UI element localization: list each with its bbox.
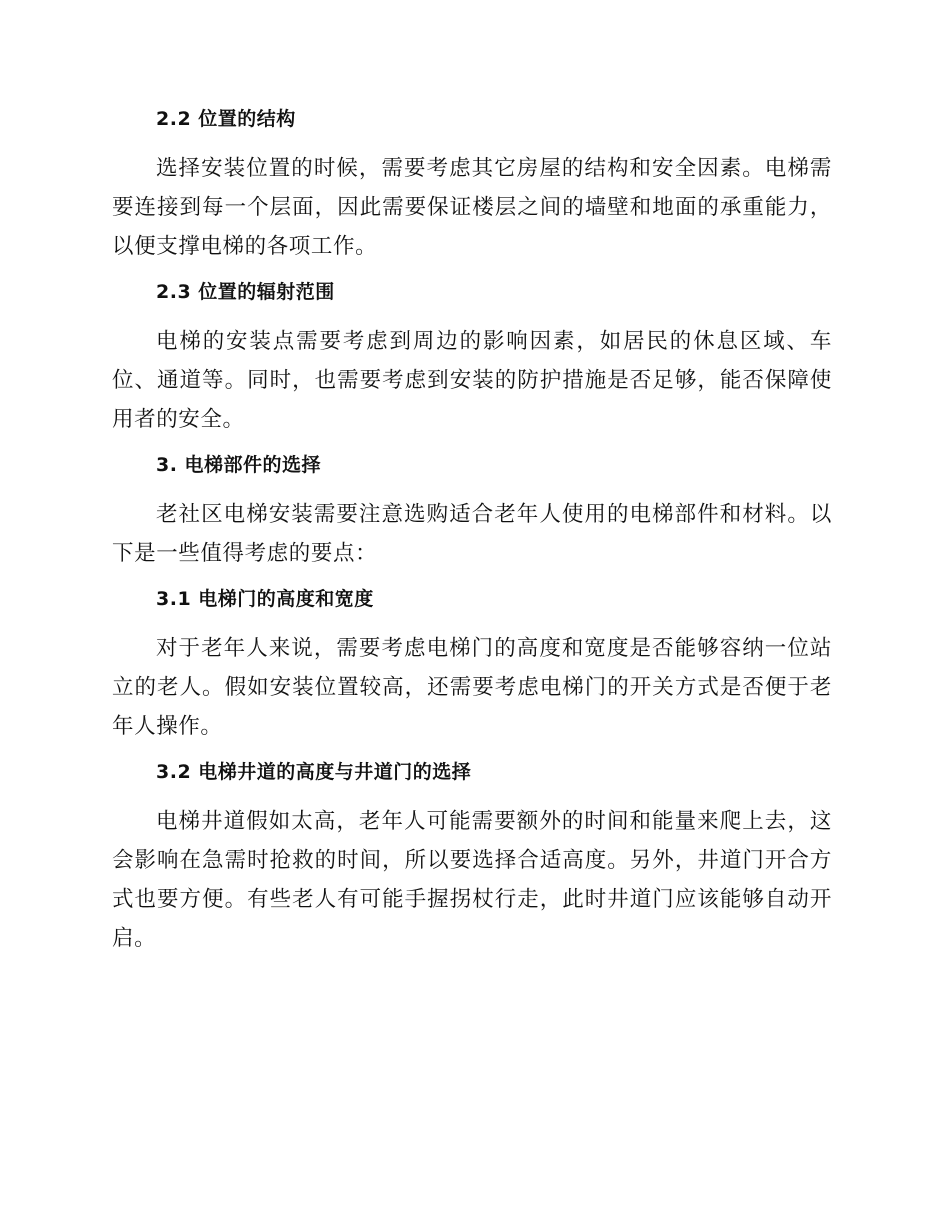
- document-page: [112, 105, 832, 958]
- section-2-3: [112, 278, 832, 439]
- section-paragraph: 对于老年人来说，需要考虑电梯门的高度和宽度是否能够容纳一位站立的老人。假如安装位置较高，还需要考虑电梯门的开关方式是否便于老年人操作。: [112, 636, 832, 739]
- section-heading: 3.2 电梯井道的高度与井道门的选择: [156, 761, 472, 783]
- section-heading: 2.3 位置的辐射范围: [156, 281, 335, 303]
- section-3-1: [112, 585, 832, 746]
- section-heading: 3.1 电梯门的高度和宽度: [156, 588, 374, 610]
- section-paragraph: 电梯的安装点需要考虑到周边的影响因素，如居民的休息区域、车位、通道等。同时，也需要考虑到安装的防护措施是否足够，能否保障使用者的安全。: [112, 329, 832, 432]
- section-paragraph: 选择安装位置的时候，需要考虑其它房屋的结构和安全因素。电梯需要连接到每一个层面，因此需要保证楼层之间的墙壁和地面的承重能力，以便支撑电梯的各项工作。: [112, 156, 832, 259]
- section-2-2: [112, 105, 832, 266]
- section-paragraph: 老社区电梯安装需要注意选购适合老年人使用的电梯部件和材料。以下是一些值得考虑的要点：: [112, 502, 832, 566]
- section-3: [112, 451, 832, 573]
- section-3-2: [112, 758, 832, 958]
- section-heading: 2.2 位置的结构: [156, 108, 296, 130]
- section-heading: 3. 电梯部件的选择: [156, 454, 322, 476]
- section-paragraph: 电梯井道假如太高，老年人可能需要额外的时间和能量来爬上去，这会影响在急需时抢救的时间，所以要选择合适高度。另外，井道门开合方式也要方便。有些老人有可能手握拐杖行走，此时井道门应该能够自动开启。: [112, 809, 832, 951]
